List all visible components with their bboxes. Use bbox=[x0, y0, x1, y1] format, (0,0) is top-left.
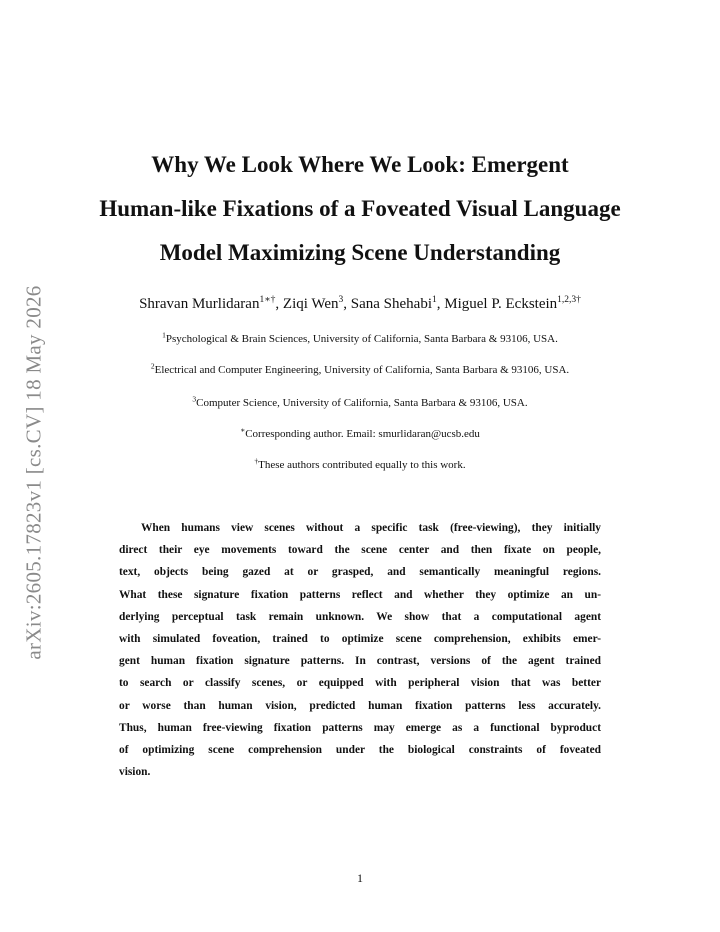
affiliation-mark: 3 bbox=[192, 394, 197, 404]
arxiv-identifier: arXiv:2605.17823v1 [cs.CV] 18 May 2026 bbox=[21, 284, 46, 660]
abstract-line: direct their eye movements toward the scene center and then fixate on people, bbox=[119, 544, 601, 557]
corresponding-author-note bbox=[60, 426, 660, 442]
author-name: Shravan Murlidaran bbox=[139, 296, 260, 312]
affiliation bbox=[60, 331, 660, 347]
abstract-line: with simulated foveation, trained to optimize scene comprehension, exhibits emer- bbox=[119, 633, 601, 646]
affiliation-mark: 2 bbox=[150, 361, 155, 371]
title-line: Model Maximizing Scene Understanding bbox=[159, 240, 561, 265]
paper-title bbox=[60, 143, 660, 275]
author-marks: 1 bbox=[432, 295, 437, 305]
equal-contribution-text: These authors contributed equally to this work. bbox=[258, 459, 466, 471]
affiliation bbox=[60, 395, 660, 411]
abstract-line: vision. bbox=[119, 766, 151, 779]
author-marks: 3 bbox=[338, 295, 344, 305]
author-name: Miguel P. Eckstein bbox=[444, 296, 558, 312]
author-name: Sana Shehabi bbox=[350, 296, 432, 312]
arxiv-identifier-stamp bbox=[20, 262, 48, 682]
footnote-mark: † bbox=[254, 456, 259, 466]
affiliation-text: Electrical and Computer Engineering, University of California, Santa Barbara & 93106, USA. bbox=[154, 364, 570, 376]
affiliation bbox=[60, 362, 660, 378]
abstract-line: gent human fixation signature patterns. In contrast, versions of the agent trained bbox=[119, 655, 601, 668]
abstract-line: or worse than human vision, predicted human fixation patterns less accurately. bbox=[119, 699, 601, 712]
equal-contribution-note bbox=[60, 457, 660, 473]
abstract-line: derlying perceptual task remain unknown. We show that a computational agent bbox=[119, 610, 601, 623]
abstract-line: What these signature fixation patterns reflect and whether they optimize an un- bbox=[119, 588, 601, 601]
author-list: Shravan Murlidaran$^{1∗\dagger}$, Ziqi Wen$^3$, Sana Shehabi$^1$, Miguel P. Eckstein$^{1,2,3\dagger}$ bbox=[139, 295, 581, 312]
author-name: Ziqi Wen bbox=[282, 296, 339, 312]
title-line: Human-like Fixations of a Foveated Visual Language bbox=[99, 196, 621, 221]
page-number: 1 bbox=[357, 871, 363, 885]
footnote-mark: ∗ bbox=[240, 425, 246, 435]
affiliation-text: Psychological & Brain Sciences, University of California, Santa Barbara & 93106, USA. bbox=[165, 333, 558, 345]
abstract-line: text, objects being gazed at or grasped, and semantically meaningful regions. bbox=[119, 566, 601, 579]
affiliation-mark: 1 bbox=[162, 330, 166, 340]
title-line: Why We Look Where We Look: Emergent bbox=[151, 152, 569, 177]
author-marks: 1,2,3† bbox=[557, 295, 581, 305]
affiliation-text: Computer Science, University of California, Santa Barbara & 93106, USA. bbox=[196, 397, 528, 409]
abstract-line: When humans view scenes without a specific task (free-viewing), they initially bbox=[141, 522, 601, 534]
corresponding-author-text: Corresponding author. Email: smurlidaran@ucsb.edu bbox=[245, 428, 480, 440]
abstract-line: Thus, human free-viewing fixation patterns may emerge as a functional byproduct bbox=[119, 721, 601, 734]
abstract-line: of optimizing scene comprehension under the biological constraints of foveated bbox=[119, 744, 601, 757]
abstract-line: to search or classify scenes, or equipped with peripheral vision that was better bbox=[119, 677, 601, 690]
abstract bbox=[119, 517, 601, 783]
author-marks: 1∗† bbox=[259, 295, 276, 305]
